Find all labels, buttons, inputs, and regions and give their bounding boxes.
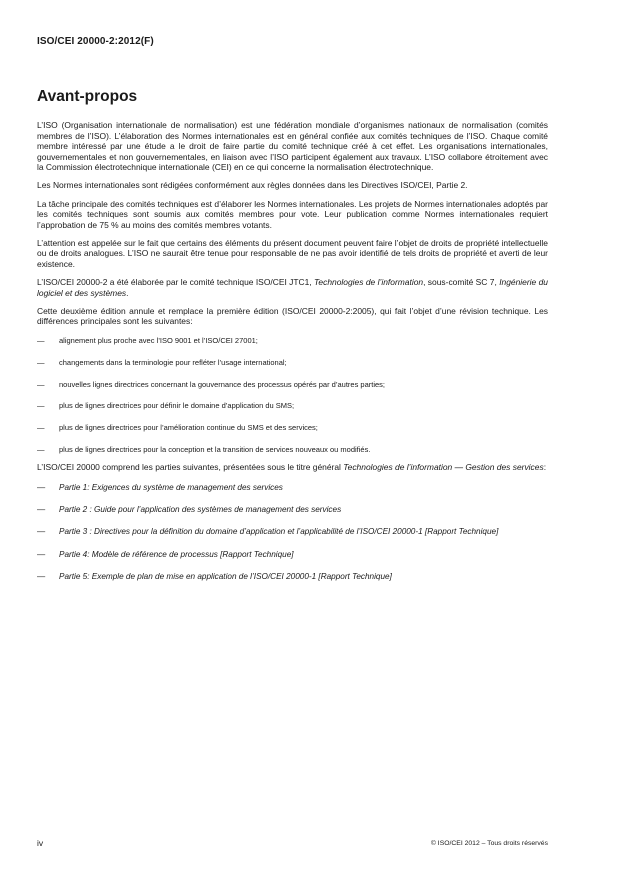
list-item: — nouvelles lignes directrices concernant la gouvernance des processus opérés par d’autres parties; — [37, 379, 386, 389]
dash-bullet: — — [37, 379, 45, 389]
paragraph-main-task: La tâche principale des comités techniques est d’élaborer les Normes internationales. Les projets de Normes internationales adoptés par les comités techniques sont soumis aux comités membres pour vote. Leur publication comme Normes internationales requiert l’approbation de 75 % au moins des comités membres votants. — [37, 198, 548, 230]
paragraph-directives: Les Normes internationales sont rédigées conformément aux règles données dans les Directives ISO/CEI, Partie 2. — [37, 180, 468, 191]
list-item: — plus de lignes directrices pour définir le domaine d’application du SMS; — [37, 401, 295, 411]
dash-bullet: — — [37, 401, 45, 411]
document-header: ISO/CEI 20000-2:2012(F) — [37, 36, 154, 47]
paragraph-prepared-by: L’ISO/CEI 20000-2 a été élaborée par le comité technique ISO/CEI JTC1, Technologies de l’information, sous-comité SC 7, Ingénierie du logiciel et des systèmes. — [37, 277, 549, 298]
paragraph-iso-intro: L’ISO (Organisation internationale de normalisation) est une fédération mondiale d’organismes nationaux de normalisation (comités membres de l’ISO). L’élaboration des Normes internationales est en général confiée aux comités techniques de l’ISO. Chaque comité membre intéressé par une étude a le droit de faire partie du comité technique créé à cet effet. Les organisations internationales, gouvernementales et non gouvernementales, en liaison avec l’ISO participent également aux travaux. L’ISO collabore étroitement avec la Commission électrotechnique internationale (CEI) en ce qui concerne la normalisation électrotechnique. — [37, 120, 548, 172]
list-item: — alignement plus proche avec l’ISO 9001 et l’ISO/CEI 27001; — [37, 335, 258, 345]
list-item: — plus de lignes directrices pour l’amélioration continue du SMS et des services; — [37, 423, 318, 433]
list-item: — plus de lignes directrices pour la conception et la transition de services nouveaux ou modifiés. — [37, 444, 371, 454]
dash-bullet: — — [37, 335, 45, 345]
paragraph-edition: Cette deuxième édition annule et remplace la première édition (ISO/CEI 20000-2:2005), qui fait l’objet d’une révision technique. Les différences principales sont les suivantes: — [37, 305, 548, 327]
list-item: — Partie 4: Modèle de référence de processus [Rapport Technique] — [37, 549, 294, 559]
foreword-body — [37, 120, 548, 594]
list-item: — changements dans la terminologie pour refléter l’usage international; — [37, 357, 287, 367]
dash-bullet: — — [37, 571, 46, 581]
paragraph-parts-intro: L’ISO/CEI 20000 comprend les parties suivantes, présentées sous le titre général Technologies de l’information — Gestion des services: — [37, 462, 547, 473]
dash-bullet: — — [37, 505, 46, 515]
dash-bullet: — — [37, 549, 46, 559]
parts-list — [37, 483, 548, 582]
copyright-notice: © ISO/CEI 2012 – Tous droits réservés — [430, 840, 548, 847]
dash-bullet: — — [37, 357, 45, 367]
page-number: iv — [37, 838, 44, 848]
dash-bullet: — — [37, 527, 46, 537]
list-item: — Partie 1: Exigences du système de management des services — [37, 482, 283, 492]
list-item: — Partie 2 : Guide pour l’application des systèmes de management des services — [37, 505, 342, 515]
list-item: — Partie 5: Exemple de plan de mise en application de l’ISO/CEI 20000-1 [Rapport Technique] — [37, 571, 392, 581]
page-title: Avant-propos — [37, 88, 138, 105]
dash-bullet: — — [37, 482, 46, 492]
dash-bullet: — — [37, 423, 45, 433]
changes-list — [37, 336, 548, 454]
list-item: — Partie 3 : Directives pour la définition du domaine d’application et l’applicabilité de l’ISO/CEI 20000-1 [Rapport Technique] — [37, 527, 499, 537]
dash-bullet: — — [37, 444, 45, 454]
paragraph-patent-rights: L’attention est appelée sur le fait que certains des éléments du présent document peuvent faire l’objet de droits de propriété intellectuelle ou de droits analogues. L’ISO ne saurait être tenue pour responsable de ne pas avoir identifié de tels droits de propriété et averti de leur existence. — [37, 237, 548, 269]
